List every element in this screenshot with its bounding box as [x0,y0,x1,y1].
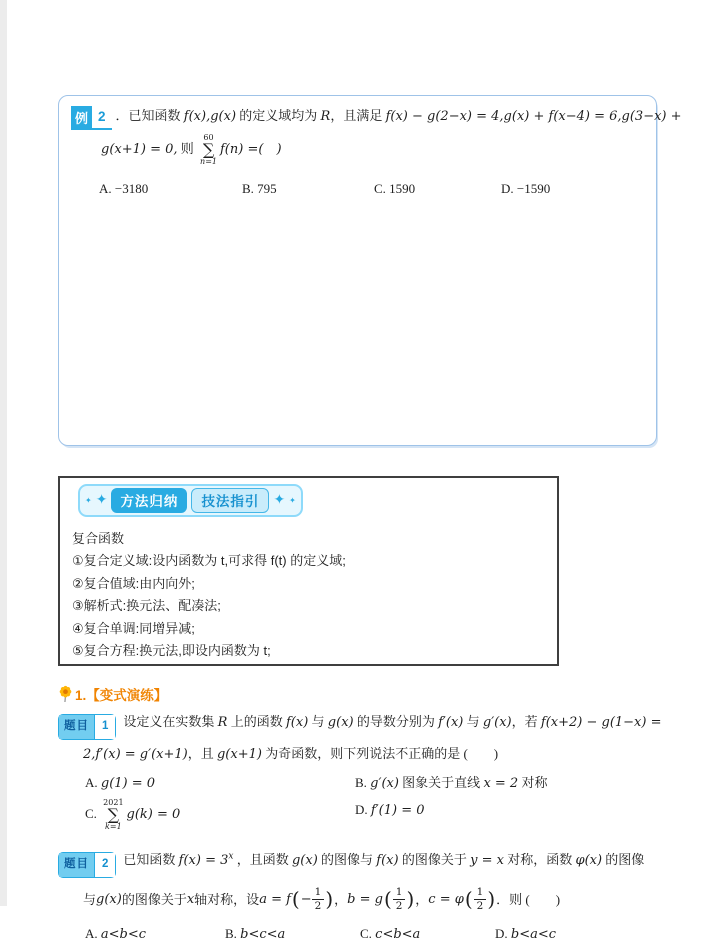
problem-2-line-2: 与 g(x) 的图像关于 x 轴对称，设 a = f ( − $\frac{1}{2}$ ) ， b = g ( $\frac{1}{2}$ ) ， c = φ ( $\frac{1}{2}$ ) ．则 ( ) [83,885,561,913]
problem-2-option-c: C. c<b<a [360,926,421,943]
problem-2 [58,847,703,945]
problem-2-option-a: A. a<b<c [85,926,147,943]
problem-1-option-b: B. g′(x) 图象关于直线 x = 2 对称 [355,775,548,791]
method-item-4: ④复合单调:同增异减; [72,620,195,636]
example-badge [71,106,112,130]
sparkle-icon: ✦ [273,492,286,508]
problem-1-badge-label: 题目 [59,715,94,739]
example-problem-box [58,95,682,446]
example-option-a: A. −3180 [99,181,149,196]
sparkle-icon: ✦ [289,495,296,505]
example-option-b: B. 795 [242,181,277,196]
variation-header-label: 1.【变式演练】 [75,688,168,703]
problem-1-line-2: 2,f′(x) = g′(x+1)，且 g(x+1) 为奇函数，则下列说法不正确的是 ( ) [83,746,499,762]
problem-1-options [58,772,703,831]
problem-1-option-c: C. 2021 ∑ k=1 g(k) = 0 [85,798,181,831]
variation-section [58,684,703,945]
page-edge-strip [0,0,7,906]
method-item-5: ⑤复合方程:换元法,即设内函数为 t; [72,643,271,658]
example-option-d: D. −1590 [501,181,551,196]
example-option-c: C. 1590 [374,181,416,196]
method-badge-primary: 方法归纳 [111,488,187,513]
problem-2-line-1 [58,847,703,878]
example-text-line1: ．已知函数 f(x),g(x) 的定义域均为 R，且满足 f(x) − g(2−x) = 4,g(x) + f(x−4) = 6,g(3−x) + [115,108,682,124]
method-badge-row [72,483,545,519]
sparkle-icon: ✦ [85,495,92,505]
method-badge-secondary: 技法指引 [191,488,269,513]
problem-2-badge-number: 2 [94,853,115,877]
problem-1 [58,711,703,831]
method-summary-box [58,476,559,666]
problem-1-badge-number: 1 [94,715,115,739]
problem-2-text-line1: 已知函数 $f(x) = 3^x$ ，且函数 g(x) 的图像与 f(x) 的图像关于 y = x 对称，函数 φ(x) 的图像 [123,852,645,869]
example-line-1 [71,105,682,130]
example-line-2: g(x+1) = 0, 则 60 ∑ n=1 f(n) =( ) [101,133,282,166]
flower-icon [58,686,73,703]
sparkle-icon: ✦ [95,492,108,508]
variation-header [58,684,703,704]
problem-2-badge [58,852,116,878]
method-item-3: ③解析式:换元法、配凑法; [72,598,221,613]
problem-1-badge [58,714,116,740]
method-item-2: ②复合值域:由内向外; [72,575,195,591]
method-badge [78,484,303,517]
problem-2-options [58,923,703,945]
problem-1-text-line1: 设定义在实数集 R 上的函数 f(x) 与 g(x) 的导数分别为 f′(x) 与 g′(x)，若 f(x+2) − g(1−x) = [123,714,662,730]
problem-1-option-d: D. f′(1) = 0 [355,802,425,818]
example-badge-label: 例 [71,106,92,130]
problem-2-option-d: D. b<a<c [495,926,557,943]
example-options-row [71,178,644,199]
problem-1-line-1 [58,711,703,740]
problem-2-badge-label: 题目 [59,853,94,877]
method-item-1: ①复合定义域:设内函数为 t,可求得 f(t) 的定义域; [72,553,346,568]
method-title: 复合函数 [72,531,125,546]
problem-2-option-b: B. b<c<a [225,926,286,943]
problem-1-option-a: A. g(1) = 0 [85,775,156,791]
example-badge-number: 2 [92,106,112,130]
